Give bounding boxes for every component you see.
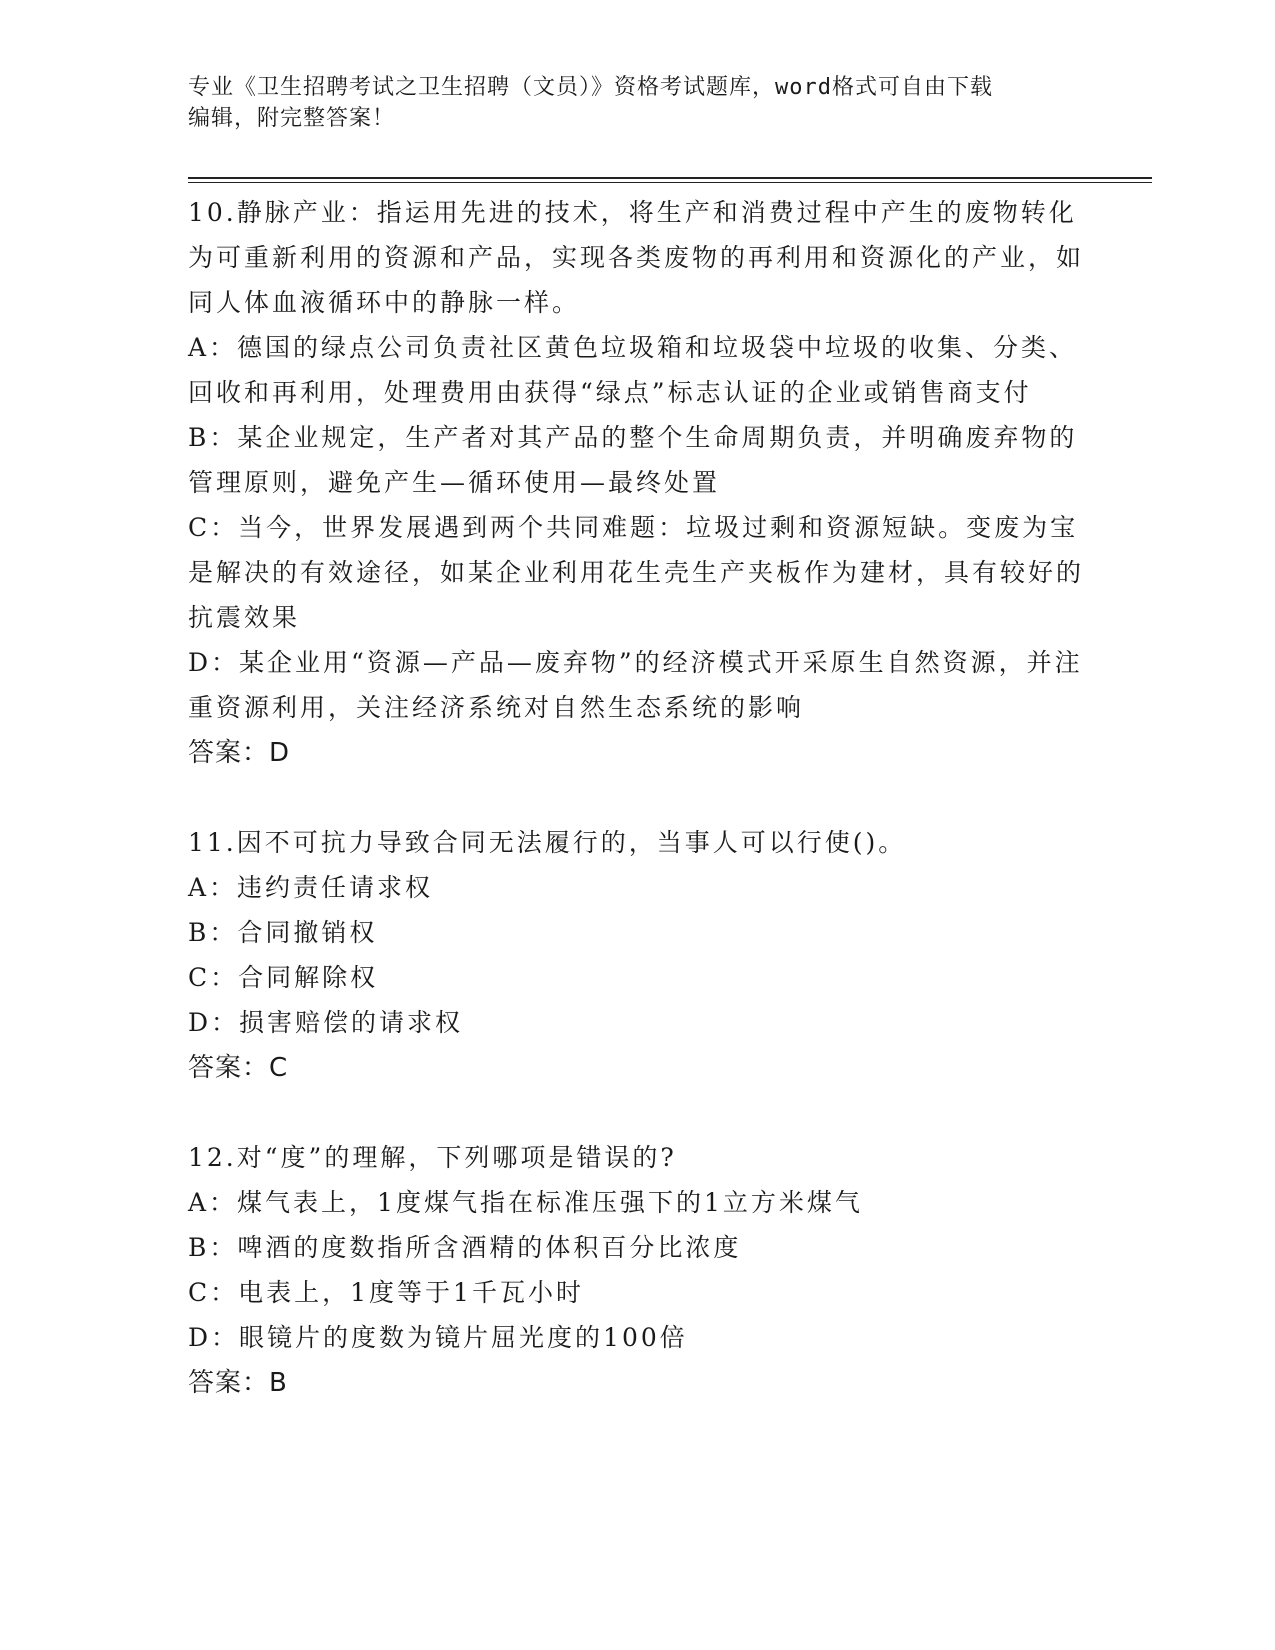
option-d: D：损害赔偿的请求权 — [188, 1008, 464, 1037]
header-line-1: 专业《卫生招聘考试之卫生招聘（文员）》资格考试题库，word格式可自由下载 — [188, 75, 993, 100]
option-d: D：某企业用“资源—产品—废弃物”的经济模式开采原生自然资源，并注重资源利用，关注经济系统对自然生态系统的影响 — [188, 648, 1083, 722]
option-c: C：电表上，1度等于1千瓦小时 — [188, 1278, 584, 1307]
option-c: C：合同解除权 — [188, 963, 379, 992]
question-stem: 11.因不可抗力导致合同无法履行的，当事人可以行使()。 — [188, 828, 907, 857]
header-divider-thin — [188, 182, 1152, 183]
answer-line: 答案：C — [188, 1053, 289, 1083]
question-item — [188, 190, 1088, 776]
question-stem: 10.静脉产业：指运用先进的技术，将生产和消费过程中产生的废物转化为可重新利用的资源和产品，实现各类废物的再利用和资源化的产业，如同人体血液循环中的静脉一样。 — [188, 198, 1085, 317]
option-d: D：眼镜片的度数为镜片屈光度的100倍 — [188, 1323, 688, 1352]
option-b: B：合同撤销权 — [188, 918, 378, 947]
option-a: A：违约责任请求权 — [188, 873, 434, 902]
option-c: C：当今，世界发展遇到两个共同难题：垃圾过剩和资源短缺。变废为宝是解决的有效途径，如某企业利用花生壳生产夹板作为建材，具有较好的抗震效果 — [188, 513, 1085, 632]
question-item — [188, 1135, 1088, 1406]
document-header — [188, 72, 1068, 134]
answer-line: 答案：D — [188, 738, 291, 768]
option-a: A：煤气表上，1度煤气指在标准压强下的1立方米煤气 — [188, 1188, 863, 1217]
question-list — [188, 190, 1088, 1450]
question-stem: 12.对“度”的理解，下列哪项是错误的? — [188, 1143, 677, 1172]
header-line-2: 编辑，附完整答案！ — [188, 106, 396, 131]
answer-line: 答案：B — [188, 1368, 288, 1398]
option-a: A：德国的绿点公司负责社区黄色垃圾箱和垃圾袋中垃圾的收集、分类、回收和再利用，处理费用由获得“绿点”标志认证的企业或销售商支付 — [188, 333, 1078, 407]
option-b: B：啤酒的度数指所含酒精的体积百分比浓度 — [188, 1233, 742, 1262]
option-b: B：某企业规定，生产者对其产品的整个生命周期负责，并明确废弃物的管理原则，避免产生—循环使用—最终处置 — [188, 423, 1078, 497]
question-item — [188, 820, 1088, 1091]
header-divider-thick — [188, 177, 1152, 179]
